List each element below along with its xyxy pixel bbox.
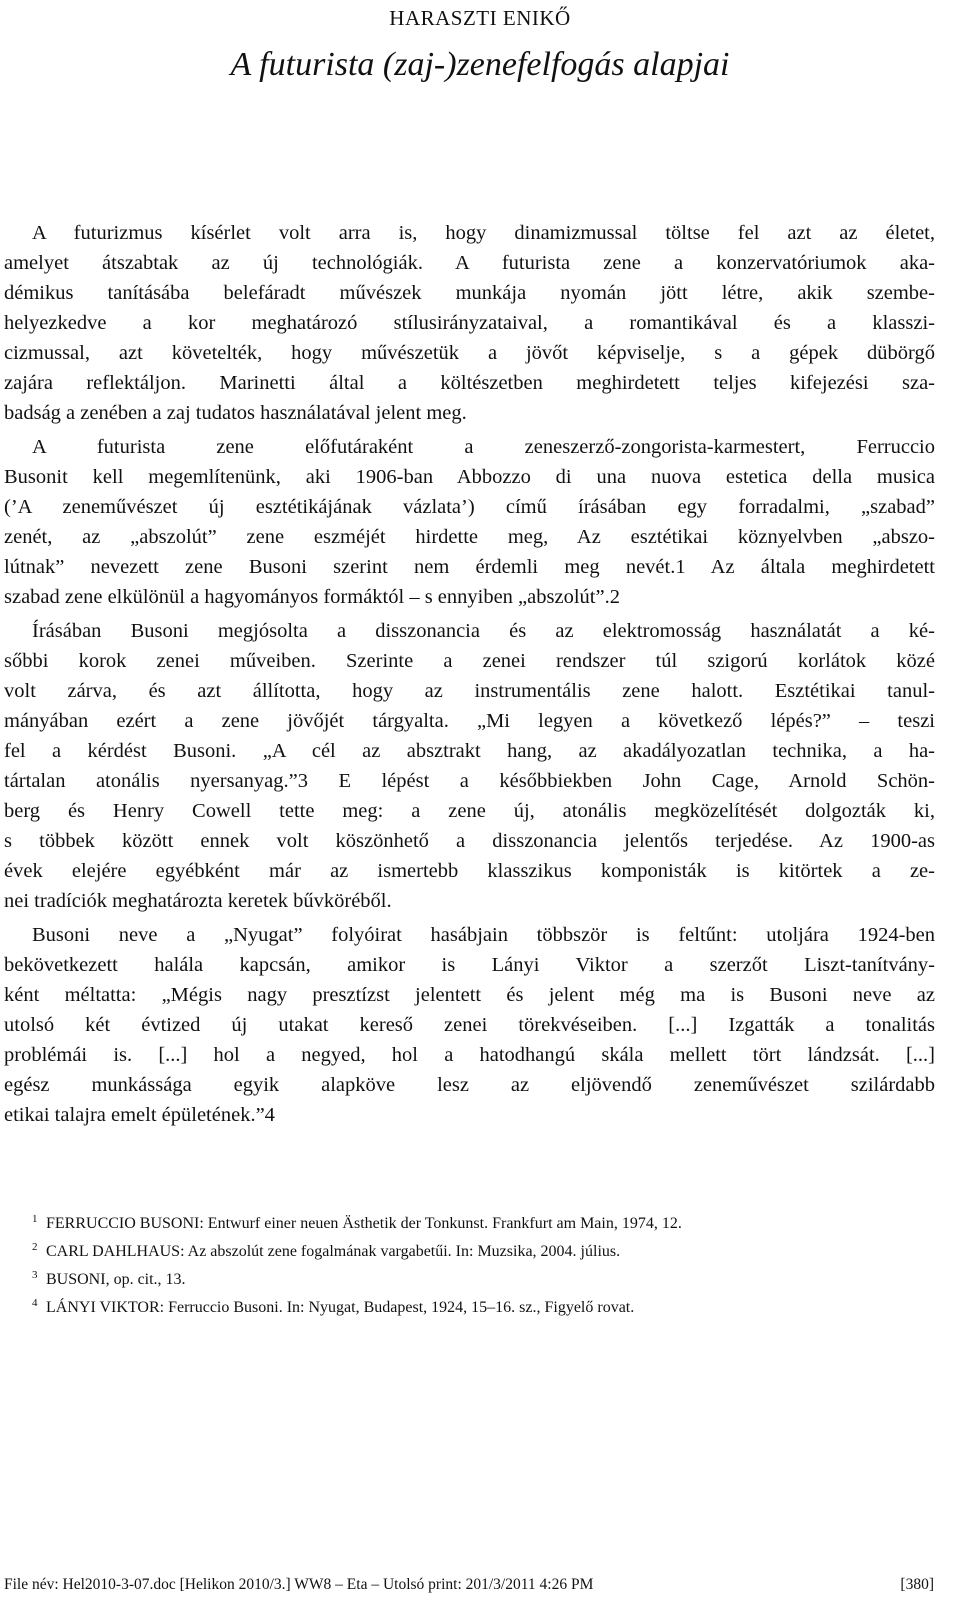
body-line: démikus tanításába belefáradt művészek munkája nyomán jött létre, akik szembe- (4, 282, 935, 304)
body-line: etikai talajra emelt épületének.”4 (4, 1104, 275, 1126)
page-number: [380] (900, 1576, 934, 1593)
body-line: Busonit kell megemlítenünk, aki 1906-ban Abbozzo di una nuova estetica della musica (4, 466, 935, 488)
footnote-number: 4 (32, 1297, 38, 1309)
body-line: fel a kérdést Busoni. „A cél az absztrakt hang, az akadályozatlan technika, a ha- (4, 740, 935, 762)
body-line: lútnak” nevezett zene Busoni szerint nem érdemli meg nevét.1 Az általa meghirdetett (4, 556, 935, 578)
body-line: egész munkássága egyik alapköve lesz az eljövendő zeneművészet szilárdabb (4, 1074, 935, 1096)
body-line: badság a zenében a zaj tudatos használatával jelent meg. (4, 402, 467, 424)
body-line: (’A zeneművészet új esztétikájának vázlata’) című írásában egy forradalmi, „szabad” (4, 496, 935, 518)
page-footer (4, 1573, 934, 1597)
body-line: berg és Henry Cowell tette meg: a zene új, atonális megközelítését dolgozták ki, (4, 800, 935, 822)
body-line: zajára reflektáljon. Marinetti által a költészetben meghirdetett teljes kifejezési sza- (4, 372, 935, 394)
body-line: amelyet átszabtak az új technológiák. A futurista zene a konzervatóriumok aka- (4, 252, 935, 274)
body-line: bekövetkezett halála kapcsán, amikor is Lányi Viktor a szerzőt Liszt-tanítvány- (4, 954, 935, 976)
footnote-text: FERRUCCIO BUSONI: Entwurf einer neuen Ästhetik der Tonkunst. Frankfurt am Main, 1974, 12. (46, 1215, 682, 1232)
body-line: Írásában Busoni megjósolta a disszonancia és az elektromosság használatát a ké- (32, 620, 935, 642)
body-line: évek elejére egyébként már az ismertebb klasszikus komponisták is kitörtek a ze- (4, 860, 935, 882)
body-line: problémái is. [...] hol a negyed, hol a hatodhangú skála mellett tört lándzsát. [...] (4, 1044, 935, 1066)
article-title: A futurista (zaj-)zenefelfogás alapjai (230, 46, 730, 83)
footnote-number: 1 (32, 1213, 38, 1225)
body-line: sőbbi korok zenei műveiben. Szerinte a zenei rendszer túl szigorú korlátok közé (4, 650, 935, 672)
body-line: Busoni neve a „Nyugat” folyóirat hasábjain többször is feltűnt: utoljára 1924-ben (32, 924, 935, 946)
body-line: volt zárva, és azt állította, hogy az instrumentális zene halott. Esztétikai tanul- (4, 680, 935, 702)
body-line: szabad zene elkülönül a hagyományos formáktól – s ennyiben „abszolút”.2 (4, 586, 620, 608)
body-line: cizmussal, azt követelték, hogy művészetük a jövőt képviselje, s a gépek dübörgő (4, 342, 935, 364)
footer-file-info: File név: Hel2010-3-07.doc [Helikon 2010/3.] WW8 – Eta – Utolsó print: 201/3/2011 4:26 PM (4, 1576, 594, 1593)
footnote-text: CARL DAHLHAUS: Az abszolút zene fogalmának vargabetűi. In: Muzsika, 2004. július. (46, 1243, 621, 1260)
author-name: HARASZTI ENIKŐ (389, 6, 571, 30)
footnote-number: 2 (32, 1241, 38, 1253)
body-line: helyezkedve a kor meghatározó stílusirányzataival, a romantikával és a klasszi- (4, 312, 935, 334)
body-line: A futurizmus kísérlet volt arra is, hogy dinamizmussal töltse fel azt az életet, (32, 222, 935, 244)
body-line: A futurista zene előfutáraként a zeneszerző-zongorista-karmestert, Ferruccio (32, 436, 935, 458)
body-line: tártalan atonális nyersanyag.”3 E lépést a későbbiekben John Cage, Arnold Schön- (4, 770, 935, 792)
body-line: zenét, az „abszolút” zene eszméjét hirdette meg, Az esztétikai köznyelvben „abszo- (4, 526, 935, 548)
footnote-text: BUSONI, op. cit., 13. (46, 1271, 186, 1288)
footnote-number: 3 (32, 1269, 38, 1281)
body-line: ként méltatta: „Mégis nagy presztízst jelentett és jelent még ma is Busoni neve az (4, 984, 935, 1006)
body-line: utolsó két évtized új utakat kereső zenei törekvéseiben. [...] Izgatták a tonalitás (4, 1014, 935, 1036)
body-line: s többek között ennek volt köszönhető a disszonancia jelentős terjedése. Az 1900-as (4, 830, 935, 852)
body-line: nei tradíciók meghatározta keretek bűvköréből. (4, 890, 392, 912)
footnote-text: LÁNYI VIKTOR: Ferruccio Busoni. In: Nyugat, Budapest, 1924, 15–16. sz., Figyelő rovat. (46, 1299, 635, 1316)
body-line: mányában ezért a zene jövőjét tárgyalta. „Mi legyen a következő lépés?” – teszi (4, 710, 935, 732)
